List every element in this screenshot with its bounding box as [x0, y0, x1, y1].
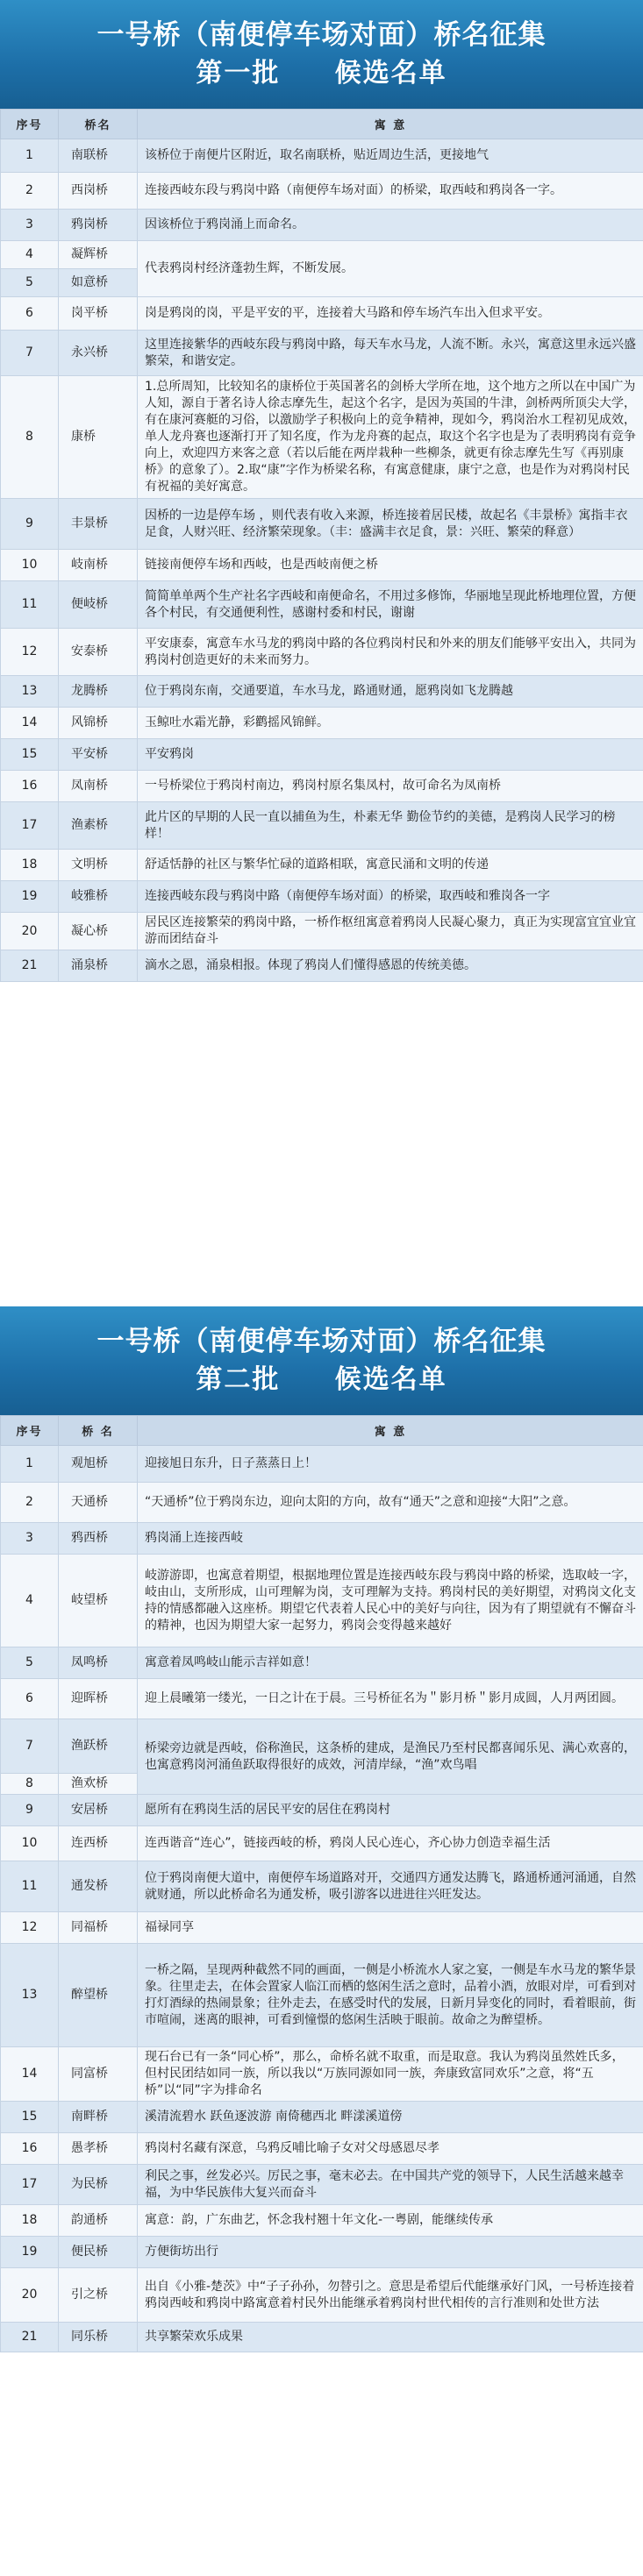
table-row [1, 1826, 643, 1861]
row-number: 14 [1, 708, 59, 739]
header-meaning: 寓 意 [138, 1416, 643, 1446]
bridge-name: 岗平桥 [59, 297, 138, 331]
batch1-header [0, 0, 643, 109]
batch2-panel [0, 1306, 643, 2576]
bridge-meaning: 位于鸦岗东南，交通要道，车水马龙，路通财通，愿鸦岗如飞龙腾越 [138, 676, 643, 708]
table-row [1, 297, 643, 331]
bridge-name: 鸦岗桥 [59, 210, 138, 241]
batch2-subtitle: 第二批 候选名单 [196, 1364, 447, 1395]
bridge-name: 渔跃桥 [59, 1719, 138, 1774]
batch1-subtitle: 第一批 候选名单 [196, 58, 447, 89]
table-row [1, 1555, 643, 1647]
bridge-meaning: 溪清流碧水 跃鱼逐波游 南倚穗西北 畔漾溪道傍 [138, 2102, 643, 2133]
bridge-meaning: 连西谐音“连心”，链接西岐的桥，鸦岗人民心连心，齐心协力创造幸福生活 [138, 1826, 643, 1861]
table-row [1, 913, 643, 950]
row-number: 3 [1, 1523, 59, 1555]
bridge-name: 便民桥 [59, 2237, 138, 2268]
bridge-name: 平安桥 [59, 739, 138, 771]
row-number: 7 [1, 1719, 59, 1774]
row-number: 21 [1, 950, 59, 982]
bridge-name: 如意桥 [59, 269, 138, 297]
row-number: 9 [1, 499, 59, 550]
bridge-meaning: 迎上晨曦第一缕光，一日之计在于晨。三号桥征名为＂影月桥＂影月成圆，人月两团圆。 [138, 1679, 643, 1719]
row-number: 18 [1, 850, 59, 881]
table-row [1, 2102, 643, 2133]
table-row [1, 1861, 643, 1912]
row-number: 10 [1, 550, 59, 581]
bridge-name: 文明桥 [59, 850, 138, 881]
row-number: 6 [1, 1679, 59, 1719]
bridge-name: 连西桥 [59, 1826, 138, 1861]
row-number: 12 [1, 629, 59, 676]
table-row [1, 581, 643, 629]
table-row [1, 850, 643, 881]
batch2-rows [1, 1446, 643, 2352]
bridge-name: 康桥 [59, 376, 138, 499]
table-row [1, 550, 643, 581]
bridge-name: 凝心桥 [59, 913, 138, 950]
bridge-name: 韵通桥 [59, 2205, 138, 2237]
bridge-name: 渔素桥 [59, 802, 138, 850]
bridge-name: 观旭桥 [59, 1446, 138, 1483]
bridge-meaning: 寓意着凤鸣岐山能示吉祥如意！ [138, 1647, 643, 1679]
row-number: 1 [1, 1446, 59, 1483]
bridge-name: 天通桥 [59, 1483, 138, 1523]
batch1-title: 一号桥（南便停车场对面）桥名征集 [96, 19, 547, 51]
table-row [1, 173, 643, 210]
table-row [1, 708, 643, 739]
table-row [1, 950, 643, 982]
bridge-meaning: 该桥位于南便片区附近，取名南联桥，贴近周边生活，更接地气 [138, 139, 643, 173]
table-row [1, 331, 643, 376]
table-row [1, 1795, 643, 1826]
row-number: 13 [1, 1944, 59, 2047]
bridge-name: 西岗桥 [59, 173, 138, 210]
bridge-meaning: 链接南便停车场和西岐，也是西岐南便之桥 [138, 550, 643, 581]
bridge-meaning: 现石台已有一条“同心桥”，那么，命桥名就不取重，而是取意。我认为鸦岗虽然姓氏多，但村民团结如同一族，所以我以“万族同源如同一族，奔康致富同欢乐”之意，将“五桥”以“同”字为排命名 [138, 2047, 643, 2102]
table-row [1, 676, 643, 708]
bridge-name: 凤南桥 [59, 771, 138, 802]
bridge-meaning: 福禄同享 [138, 1912, 643, 1944]
row-number: 7 [1, 331, 59, 376]
row-number: 15 [1, 739, 59, 771]
header-no: 序号 [1, 110, 59, 139]
bridge-meaning: 因该桥位于鸦岗涌上而命名。 [138, 210, 643, 241]
row-number: 4 [1, 241, 59, 269]
row-number: 11 [1, 1861, 59, 1912]
bridge-meaning: 此片区的早期的人民一直以捕鱼为生，朴素无华 勤俭节约的美德，是鸦岗人民学习的榜样！ [138, 802, 643, 850]
bridge-name: 鸦西桥 [59, 1523, 138, 1555]
table-row [1, 1446, 643, 1483]
bridge-meaning: 共享繁荣欢乐成果 [138, 2323, 643, 2352]
table-row [1, 1719, 643, 1774]
bridge-name: 南畔桥 [59, 2102, 138, 2133]
table-row [1, 241, 643, 269]
bridge-meaning: 因桥的一边是停车场 ，则代表有收入来源，桥连接着居民楼，故起名《丰景桥》寓指丰衣足食，人财兴旺、经济繁荣现象。（丰：盛满丰衣足食，景：兴旺、繁荣的释意） [138, 499, 643, 550]
bridge-name: 岐望桥 [59, 1555, 138, 1647]
row-number: 6 [1, 297, 59, 331]
header-no: 序号 [1, 1416, 59, 1446]
bridge-name: 为民桥 [59, 2165, 138, 2205]
table-row [1, 1944, 643, 2047]
bridge-meaning: 利民之事，丝发必兴。厉民之事，毫末必去。在中国共产党的领导下，人民生活越来越幸福，为中华民族伟大复兴而奋斗 [138, 2165, 643, 2205]
bridge-meaning: 平安康泰，寓意车水马龙的鸦岗中路的各位鸦岗村民和外来的朋友们能够平安出入，共同为鸦岗村创造更好的未来而努力。 [138, 629, 643, 676]
row-number: 9 [1, 1795, 59, 1826]
bridge-meaning: 岐游游即，也寓意着期望，根据地理位置是连接西岐东段与鸦岗中路的桥梁，选取岐一字，岐由山，支所形成，山可理解为岗，支可理解为支持。鸦岗村民的美好期望，对鸦岗文化支持的情感都融入这座桥。期望它代表着人民心中的美好与向往，因为有了期望就有不懈奋斗的精神，也因为期望大家一起努力，鸦岗会变得越来越好 [138, 1555, 643, 1647]
table-row [1, 739, 643, 771]
row-number: 19 [1, 2237, 59, 2268]
row-number: 8 [1, 1774, 59, 1795]
row-number: 16 [1, 771, 59, 802]
table-row [1, 1483, 643, 1523]
bridge-name: 南联桥 [59, 139, 138, 173]
row-number: 13 [1, 676, 59, 708]
bridge-name: 丰景桥 [59, 499, 138, 550]
bridge-meaning: 位于鸦岗南便大道中，南便停车场道路对开，交通四方通发达腾飞，路通桥通河涌通，自然就财通，所以此桥命名为通发桥，吸引游客以进进往兴旺发达。 [138, 1861, 643, 1912]
bridge-meaning: 这里连接紫华的西岐东段与鸦岗中路，每天车水马龙，人流不断。永兴，寓意这里永远兴盛繁荣，和谐安定。 [138, 331, 643, 376]
batch2-title: 一号桥（南便停车场对面）桥名征集 [96, 1326, 547, 1357]
table-row [1, 2165, 643, 2205]
bridge-meaning: 舒适恬静的社区与繁华忙碌的道路相联，寓意民涌和文明的传递 [138, 850, 643, 881]
bridge-name: 凝辉桥 [59, 241, 138, 269]
header-meaning: 寓 意 [138, 110, 643, 139]
table-row [1, 1912, 643, 1944]
bridge-name: 涌泉桥 [59, 950, 138, 982]
table-row [1, 802, 643, 850]
header-name: 桥 名 [59, 1416, 138, 1446]
row-number: 10 [1, 1826, 59, 1861]
row-number: 19 [1, 881, 59, 913]
row-number: 5 [1, 269, 59, 297]
bridge-name: 凤鸣桥 [59, 1647, 138, 1679]
table-row [1, 2205, 643, 2237]
bridge-meaning: 玉鲸吐水霜光静，彩鹳摇风锦鲜。 [138, 708, 643, 739]
table-row [1, 499, 643, 550]
row-number: 17 [1, 802, 59, 850]
row-number: 1 [1, 139, 59, 173]
row-number: 16 [1, 2133, 59, 2165]
bridge-meaning: 寓意：韵，广东曲艺，怀念我村翘十年文化-一粤剧，能继续传承 [138, 2205, 643, 2237]
bridge-name: 安泰桥 [59, 629, 138, 676]
bridge-name: 迎晖桥 [59, 1679, 138, 1719]
bridge-name: 岐雅桥 [59, 881, 138, 913]
bridge-name: 渔欢桥 [59, 1774, 138, 1795]
batch2-table [0, 1415, 643, 2352]
row-number: 14 [1, 2047, 59, 2102]
row-number: 8 [1, 376, 59, 499]
bridge-meaning: 鸦岗涌上连接西岐 [138, 1523, 643, 1555]
row-number: 15 [1, 2102, 59, 2133]
table-row [1, 1647, 643, 1679]
bridge-meaning: 连接西岐东段与鸦岗中路（南便停车场对面）的桥梁，取西岐和鸦岗各一字。 [138, 173, 643, 210]
bridge-name: 同富桥 [59, 2047, 138, 2102]
bridge-name: 通发桥 [59, 1861, 138, 1912]
bridge-name: 引之桥 [59, 2268, 138, 2323]
table-row [1, 2323, 643, 2352]
row-number: 21 [1, 2323, 59, 2352]
table-row [1, 139, 643, 173]
row-number: 20 [1, 913, 59, 950]
bridge-meaning: 代表鸦岗村经济蓬勃生辉，不断发展。 [138, 241, 643, 297]
bridge-meaning: 一桥之隔，呈现两种截然不同的画面，一侧是小桥流水人家之宴，一侧是车水马龙的繁华景象。往里走去，在体会置家人临江而栖的悠闲生活之意时，品着小酒，放眼对岸，可看到对打灯酒绿的热闹景象；往外走去，在感受时代的发展，日新月异变化的同时，看着眼前，街市喧闹，迷离的眼神，可看到憧憬的悠闲生活映于眼前。故命之为醉望桥。 [138, 1944, 643, 2047]
row-number: 12 [1, 1912, 59, 1944]
bridge-meaning: 连接西岐东段与鸦岗中路（南便停车场对面）的桥梁，取西岐和雅岗各一字 [138, 881, 643, 913]
bridge-name: 岐南桥 [59, 550, 138, 581]
bridge-meaning: 愿所有在鸦岗生活的居民平安的居住在鸦岗村 [138, 1795, 643, 1826]
bridge-meaning: 一号桥梁位于鸦岗村南边，鸦岗村原名集凤村，故可命名为凤南桥 [138, 771, 643, 802]
table-row [1, 881, 643, 913]
row-number: 3 [1, 210, 59, 241]
bridge-meaning: 方便街坊出行 [138, 2237, 643, 2268]
table-row [1, 2133, 643, 2165]
table-row [1, 210, 643, 241]
table-row [1, 376, 643, 499]
row-number: 18 [1, 2205, 59, 2237]
bridge-name: 愚孝桥 [59, 2133, 138, 2165]
panel-separator [0, 1287, 643, 1306]
bridge-meaning: 桥梁旁边就是西岐，俗称渔民，这条桥的建成，是渔民乃至村民都喜闻乐见、满心欢喜的，也寓意鸦岗河涌鱼跃取得很好的成效，河清岸绿，“渔”欢鸟唱 [138, 1719, 643, 1795]
table-row [1, 771, 643, 802]
bridge-name: 便岐桥 [59, 581, 138, 629]
header-name: 桥名 [59, 110, 138, 139]
row-number: 4 [1, 1555, 59, 1647]
row-number: 2 [1, 173, 59, 210]
bridge-name: 同福桥 [59, 1912, 138, 1944]
row-number: 11 [1, 581, 59, 629]
bridge-meaning: 迎接旭日东升，日子蒸蒸日上！ [138, 1446, 643, 1483]
bridge-meaning: 岗是鸦岗的岗，平是平安的平，连接着大马路和停车场汽车出入但求平安。 [138, 297, 643, 331]
batch1-table [0, 109, 643, 982]
table-row [1, 1679, 643, 1719]
batch1-rows [1, 139, 643, 982]
bridge-meaning: 简简单单两个生产社名字西岐和南便命名，不用过多修饰，华丽地呈现此桥地理位置，方便各个村民，有交通便利性，感谢村委和村民，谢谢 [138, 581, 643, 629]
table-row [1, 2047, 643, 2102]
bridge-name: 安居桥 [59, 1795, 138, 1826]
bridge-meaning: 鸦岗村名藏有深意，乌鸦反哺比喻子女对父母感恩尽孝 [138, 2133, 643, 2165]
bridge-name: 风锦桥 [59, 708, 138, 739]
table-row [1, 629, 643, 676]
batch2-header [0, 1306, 643, 1415]
bridge-meaning: 1.总所周知，比较知名的康桥位于英国著名的剑桥大学所在地，这个地方之所以在中国广为人知，源自于著名诗人徐志摩先生，起这个名字，是因为英国的牛津，剑桥两所顶尖大学，有在康河赛艇的习俗，以激励学子积极向上的竞争精神，现如今，鸦岗治水工程初见成效，单人龙舟赛也逐渐打开了知名度，作为龙舟赛的起点，取这个名字也是为了表明鸦岗有竞争向上，欢迎四方来客之意（若以后能在两岸栽种一些柳条，就更有徐志摩先生写《再别康桥》的意象了）。2.取“康”字作为桥梁名称，有寓意健康，康宁之意，也是作为对鸦岗村民有祝福的美好寓意。 [138, 376, 643, 499]
bridge-meaning: 平安鸦岗 [138, 739, 643, 771]
table-row [1, 2268, 643, 2323]
bridge-meaning: 居民区连接繁荣的鸦岗中路，一桥作枢纽寓意着鸦岗人民凝心聚力，真正为实现富宜宜业宜游而团结奋斗 [138, 913, 643, 950]
row-number: 2 [1, 1483, 59, 1523]
row-number: 20 [1, 2268, 59, 2323]
bridge-name: 永兴桥 [59, 331, 138, 376]
bridge-name: 龙腾桥 [59, 676, 138, 708]
table-row [1, 2237, 643, 2268]
bridge-name: 同乐桥 [59, 2323, 138, 2352]
table-row [1, 1523, 643, 1555]
row-number: 17 [1, 2165, 59, 2205]
bridge-meaning: 出自《小雅-楚茨》中“子子孙孙，勿替引之。意思是希望后代能继承好门风，一号桥连接着鸦岗西岐和鸦岗中路寓意着村民外出能继承着鸦岗村世代相传的言行准则和处世方法 [138, 2268, 643, 2323]
bridge-meaning: 滴水之恩，涌泉相报。体现了鸦岗人们懂得感恩的传统美德。 [138, 950, 643, 982]
batch1-panel [0, 0, 643, 1287]
bridge-name: 醉望桥 [59, 1944, 138, 2047]
row-number: 5 [1, 1647, 59, 1679]
bridge-meaning: “天通桥”位于鸦岗东边，迎向太阳的方向，故有“通天”之意和迎接“大阳”之意。 [138, 1483, 643, 1523]
